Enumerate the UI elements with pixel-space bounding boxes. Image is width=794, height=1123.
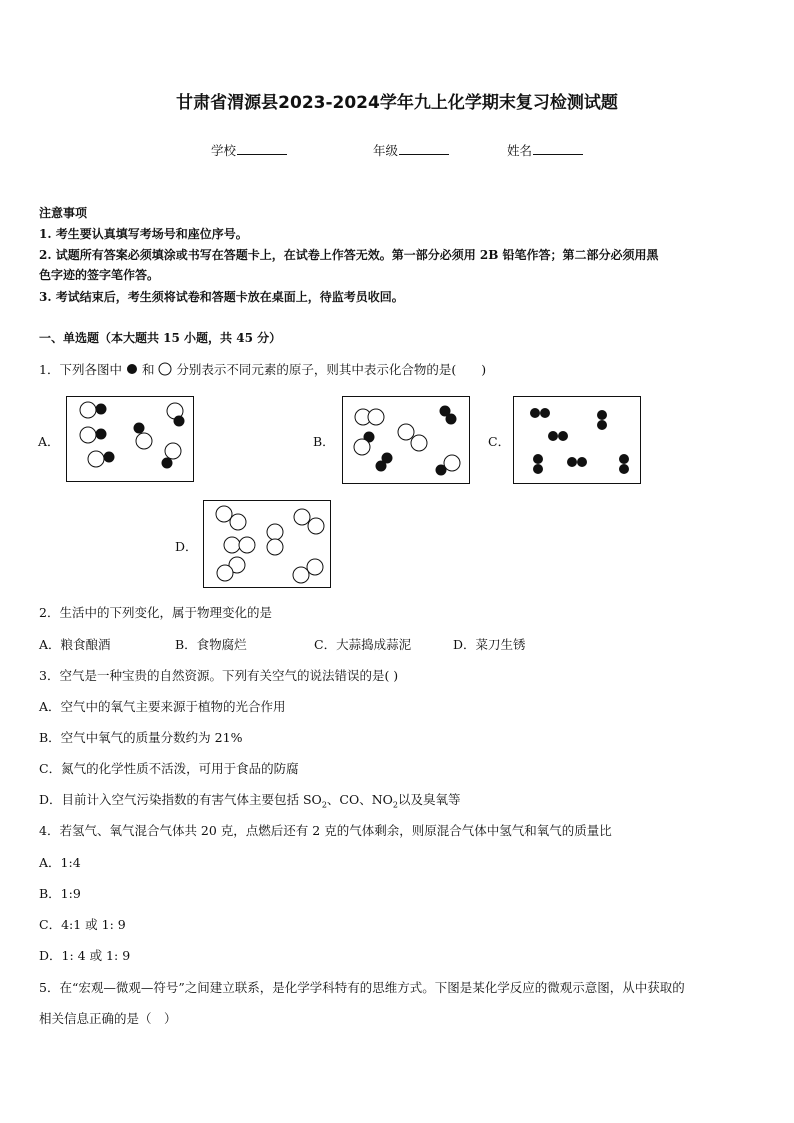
q1-stem-part: 和 (141, 362, 155, 377)
q4-option-c[interactable]: C．4:1 或 1: 9 (39, 917, 126, 932)
q3-option-b[interactable]: B．空气中氧气的质量分数约为 21% (39, 730, 243, 745)
name-label: 姓名 (507, 143, 533, 158)
grade-field (373, 141, 449, 159)
note-line: 1. 考生要认真填写考场号和座位序号。 (39, 227, 248, 241)
q4-stem: 4．若氢气、氧气混合气体共 20 克，点燃后还有 2 克的气体剩余，则原混合气体中氢气和氧气的质量比 (39, 823, 612, 838)
q3-option-c[interactable]: C．氮气的化学性质不活泼，可用于食品的防腐 (39, 761, 299, 776)
diagram-c-particles (514, 397, 640, 483)
q2-option-c[interactable]: C．大蒜捣成蒜泥 (314, 637, 412, 652)
q3-d-subscript: 2 (392, 800, 398, 810)
q1-stem (39, 360, 486, 378)
q3-d-text: 以及臭氧等 (398, 792, 461, 807)
q3-d-text: 、CO、NO (326, 792, 393, 807)
q2-option-d[interactable]: D．菜刀生锈 (453, 637, 526, 652)
q3-option-a[interactable]: A．空气中的氧气主要来源于植物的光合作用 (39, 699, 286, 714)
q3-d-subscript: 2 (321, 800, 327, 810)
q1-option-b-label: B． (313, 434, 335, 449)
notes-heading: 注意事项 (39, 206, 88, 220)
q1-option-a-label: A． (38, 434, 60, 449)
diagram-d-particles (204, 501, 330, 587)
diagram-a-particles (67, 397, 193, 481)
q4-option-a[interactable]: A．1:4 (39, 855, 81, 870)
q5-stem-line1: 5．在“宏观—微观—符号”之间建立联系，是化学学科特有的思维方式。下图是某化学反应的微观示意图，从中获取的 (39, 980, 685, 995)
q5-stem-line2: 相关信息正确的是（ ） (39, 1011, 177, 1026)
name-blank (533, 142, 583, 155)
grade-label: 年级 (373, 143, 399, 158)
q3-d-text: D．目前计入空气污染指数的有害气体主要包括 SO (39, 792, 322, 807)
note-line: 色字迹的签字笔作答。 (39, 268, 160, 282)
q4-option-b[interactable]: B．1:9 (39, 886, 81, 901)
grade-blank (399, 142, 449, 155)
school-field (211, 141, 287, 159)
note-line: 2. 试题所有答案必须填涂或书写在答题卡上，在试卷上作答无效。第一部分必须用 2B 铅笔作答；第二部分必须用黑 (39, 248, 659, 262)
q2-stem: 2．生活中的下列变化，属于物理变化的是 (39, 605, 272, 620)
q1-option-d-label: D． (175, 539, 198, 554)
q1-stem-part: 1．下列各图中 (39, 362, 122, 377)
school-blank (237, 142, 287, 155)
q1-option-c-label: C． (488, 434, 511, 449)
q1-diagram-b[interactable] (342, 396, 470, 484)
note-line: 3. 考试结束后，考生须将试卷和答题卡放在桌面上，待监考员收回。 (39, 290, 404, 304)
q2-option-a[interactable]: A．粮食酿酒 (39, 637, 111, 652)
q3-option-d[interactable] (39, 790, 461, 810)
q3-stem: 3．空气是一种宝贵的自然资源。下列有关空气的说法错误的是( ) (39, 668, 399, 683)
q1-diagram-d[interactable] (203, 500, 331, 588)
q1-stem-part: 分别表示不同元素的原子，则其中表示化合物的是( ) (176, 362, 487, 377)
filled-atom-icon (126, 363, 138, 375)
exam-title: 甘肃省渭源县2023-2024学年九上化学期末复习检测试题 (176, 93, 618, 113)
q2-option-b[interactable]: B．食物腐烂 (175, 637, 247, 652)
q1-diagram-a[interactable] (66, 396, 194, 482)
school-label: 学校 (211, 143, 237, 158)
q4-option-d[interactable]: D．1: 4 或 1: 9 (39, 948, 131, 963)
name-field (507, 141, 583, 159)
diagram-b-particles (343, 397, 469, 483)
hollow-atom-icon (158, 362, 172, 376)
section-heading: 一、单选题（本大题共 15 小题，共 45 分） (39, 331, 282, 345)
q1-diagram-c[interactable] (513, 396, 641, 484)
